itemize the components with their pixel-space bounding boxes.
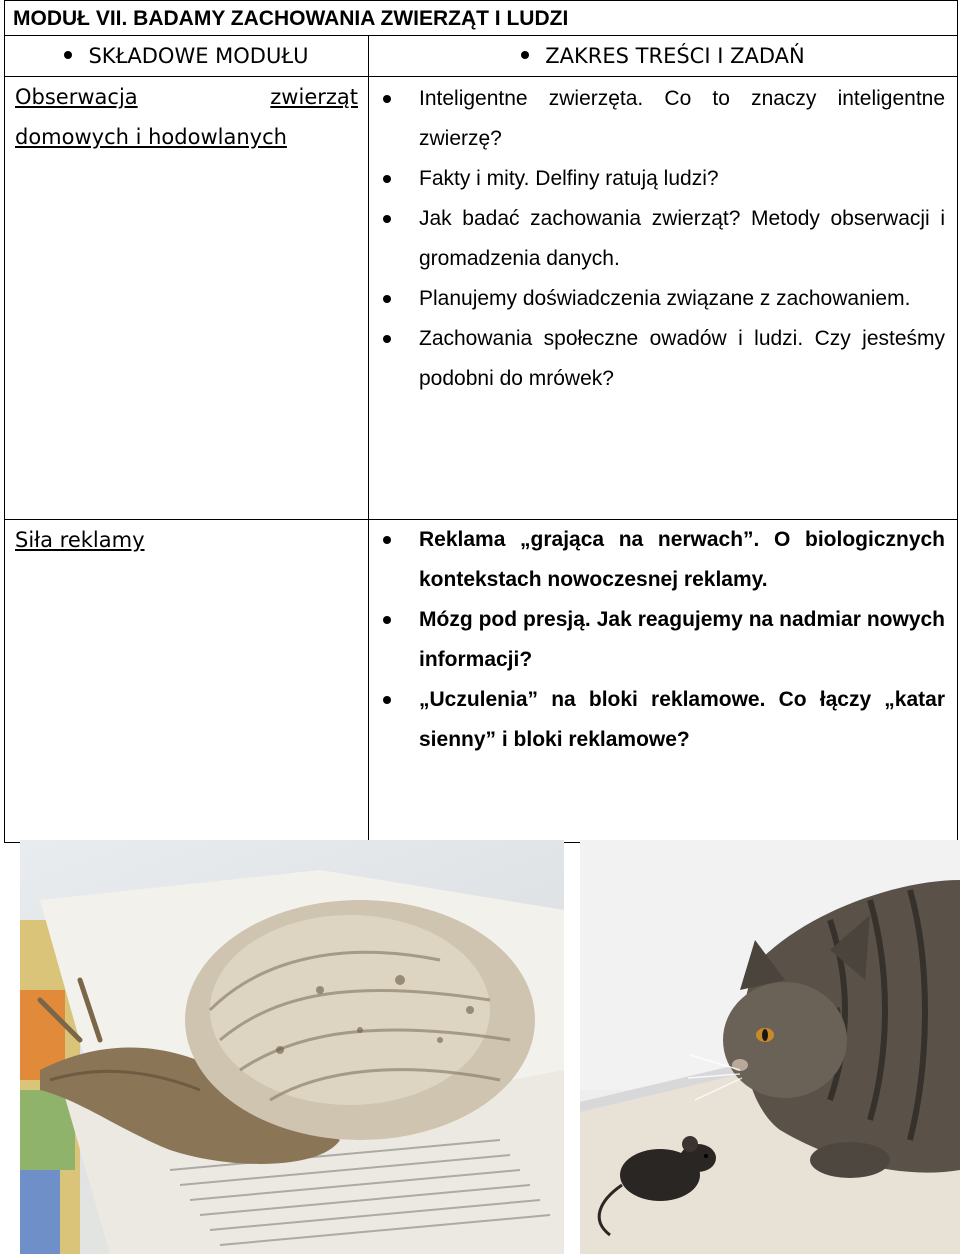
cat-mouse-illustration (580, 840, 960, 1254)
list-item: Reklama „grająca na nerwach”. O biologicznych kontekstach nowoczesnej reklamy. (419, 520, 945, 600)
header-scope-label: ZAKRES TREŚCI I ZADAŃ (545, 44, 805, 68)
list-item: „Uczulenia” na bloki reklamowe. Co łączy „katar sienny” i bloki reklamowe? (419, 680, 945, 760)
snail-illustration (20, 840, 564, 1254)
component-line-1: Obserwacja zwierząt (15, 85, 358, 109)
list-item: Jak badać zachowania zwierząt? Metody obserwacji i gromadzenia danych. (419, 199, 945, 279)
snail-photo (20, 840, 564, 1254)
list-item: Planujemy doświadczenia związane z zachowaniem. (419, 279, 945, 319)
component-cell-observation (5, 77, 369, 520)
component-label: Siła reklamy (15, 528, 145, 552)
scope-cell-advertising (369, 520, 958, 843)
component-line-2: domowych i hodowlanych (15, 125, 287, 149)
bullet-icon (64, 51, 72, 59)
list-item: Zachowania społeczne owadów i ludzi. Czy jesteśmy podobni do mrówek? (419, 319, 945, 399)
scope-list-observation (369, 79, 957, 399)
header-scope (369, 36, 958, 77)
bullet-icon (521, 51, 529, 59)
list-item: Mózg pod presją. Jak reagujemy na nadmiar nowych informacji? (419, 600, 945, 680)
header-components (5, 36, 369, 77)
cat-and-mouse-photo (580, 840, 960, 1254)
list-item: Inteligentne zwierzęta. Co to znaczy inteligentne zwierzę? (419, 79, 945, 159)
module-table (4, 0, 958, 843)
header-components-label: SKŁADOWE MODUŁU (88, 44, 309, 68)
component-cell-advertising (5, 520, 369, 843)
module-title: MODUŁ VII. BADAMY ZACHOWANIA ZWIERZĄT I LUDZI (5, 1, 958, 36)
scope-list-advertising (369, 520, 957, 760)
list-item: Fakty i mity. Delfiny ratują ludzi? (419, 159, 945, 199)
scope-cell-observation (369, 77, 958, 520)
